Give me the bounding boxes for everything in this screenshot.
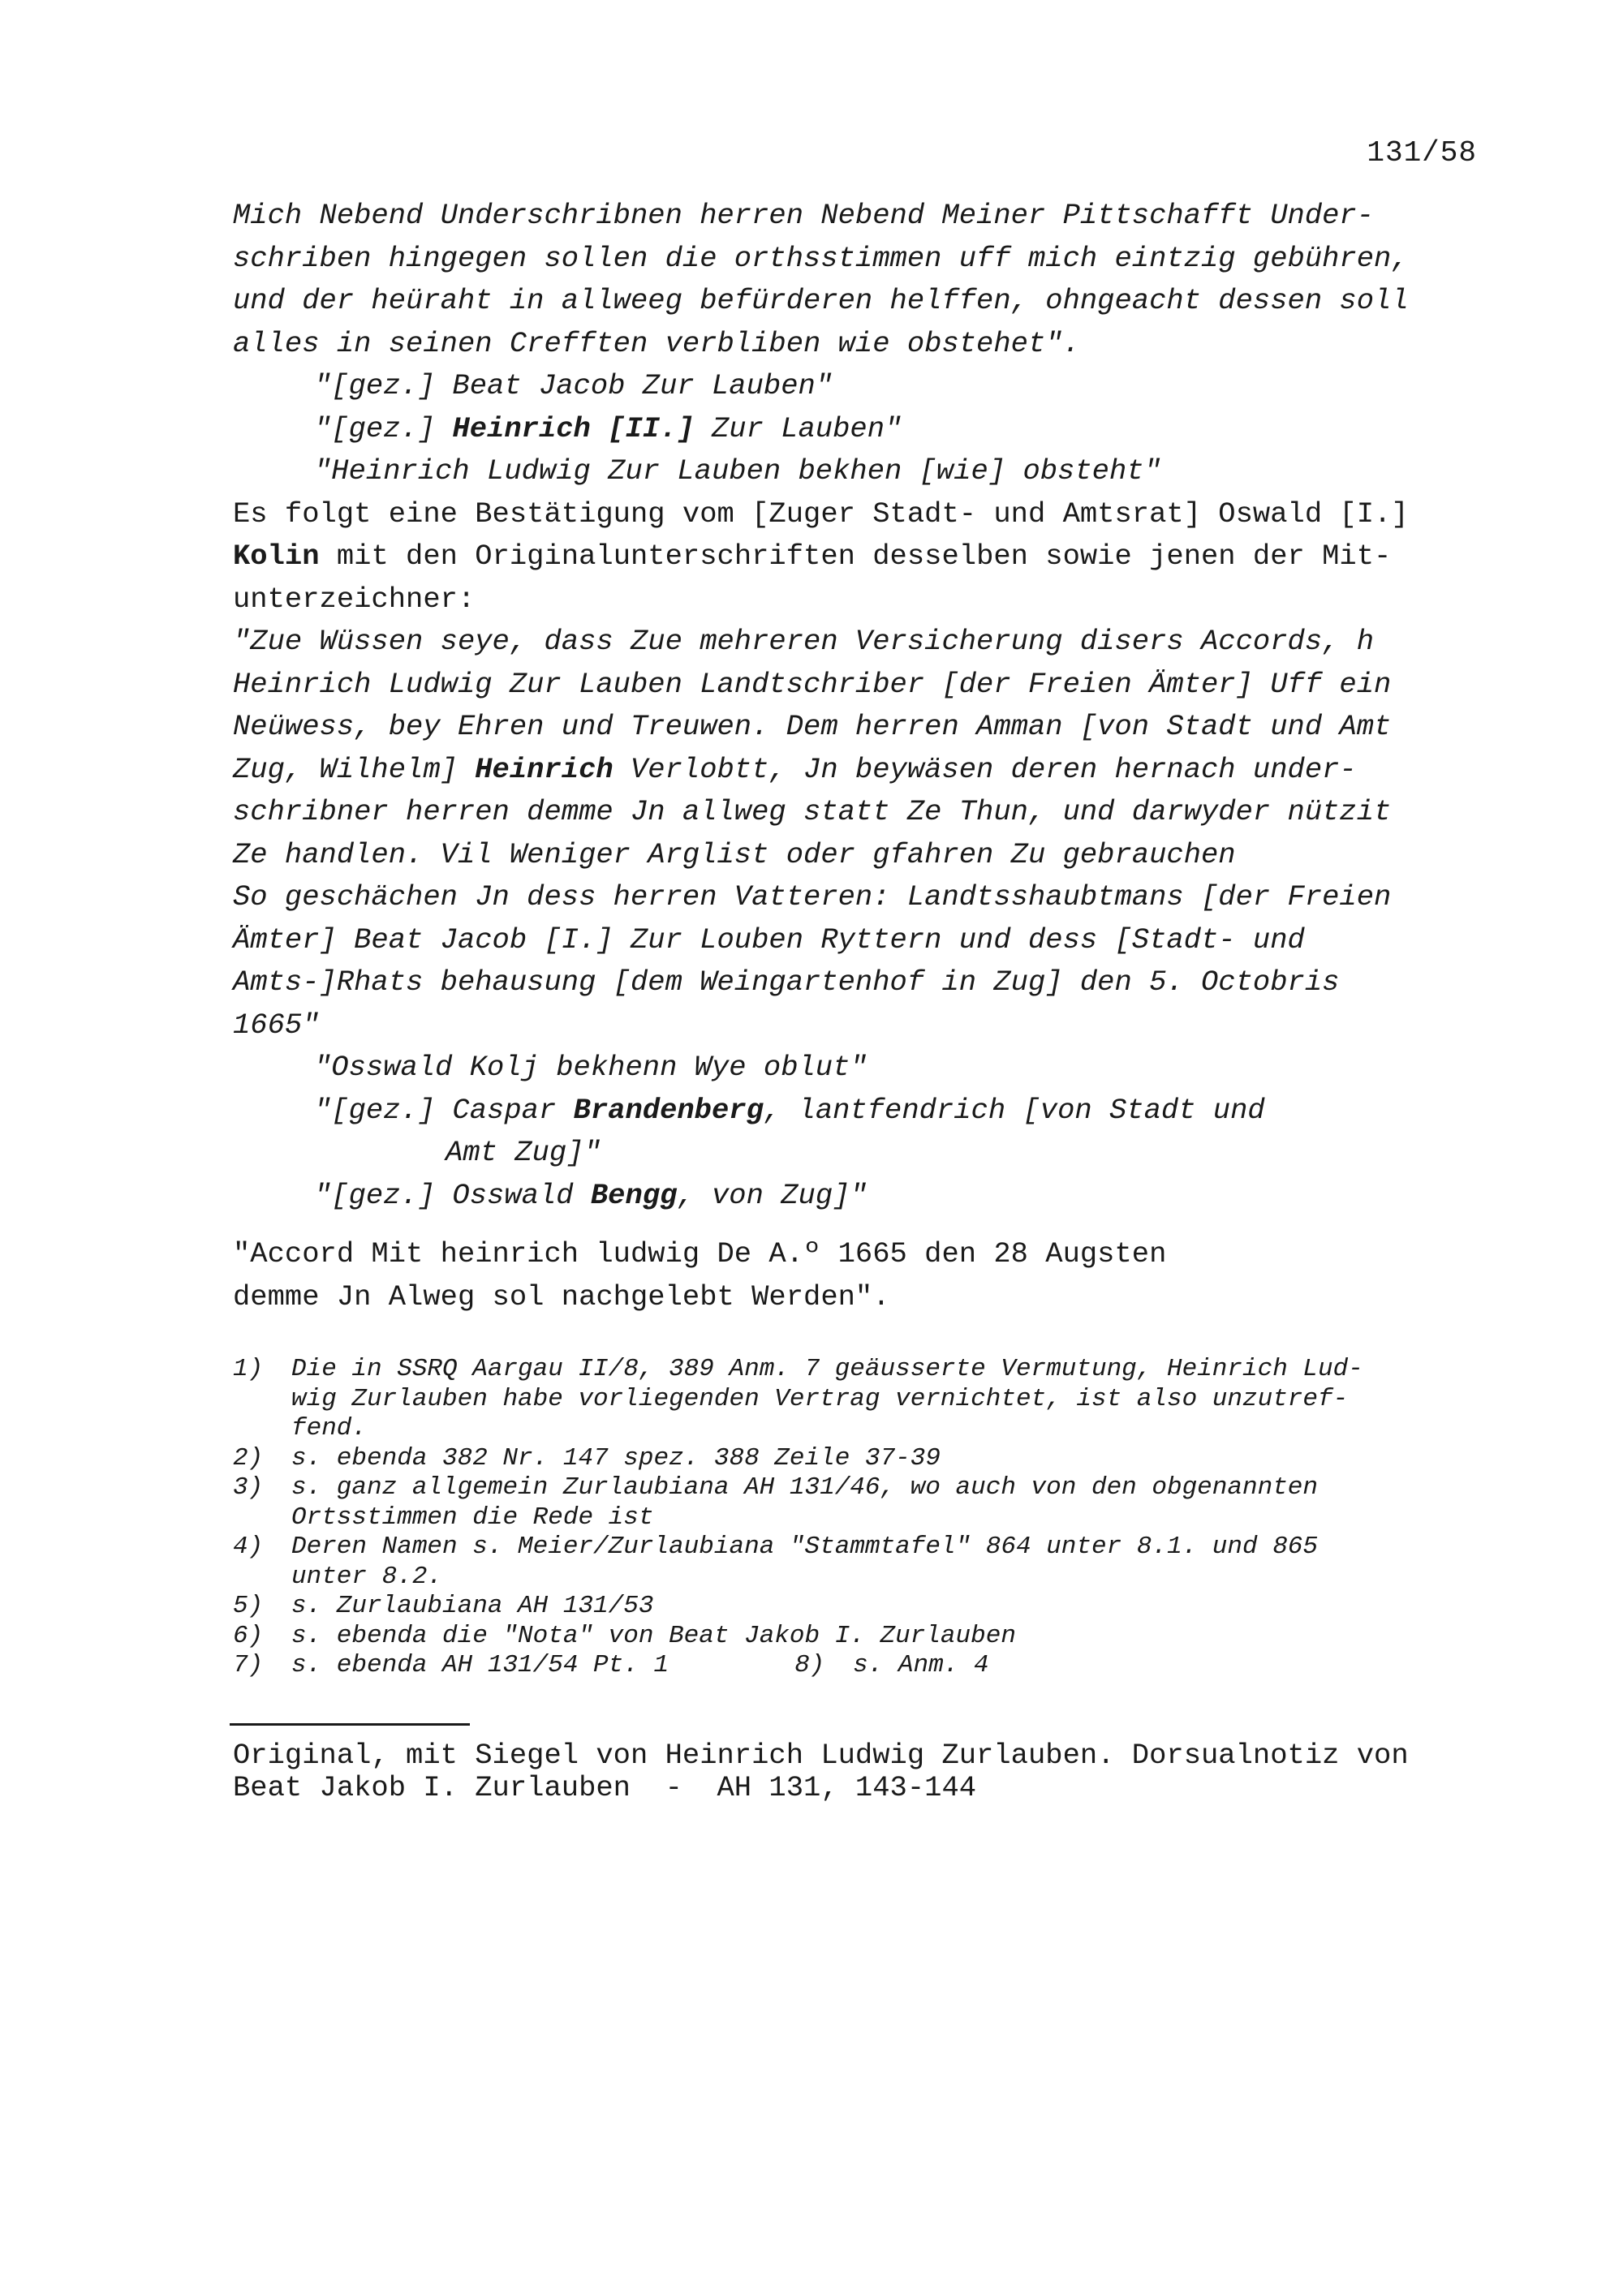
text-line: Amts-]Rhats behausung [dem Weingartenhof in Zug] den 5. Octobris [233, 965, 1340, 999]
text-line: schribner herren demme Jn allweg statt Ze Thun, und darwyder nützit [233, 795, 1392, 828]
footnote-text: wig Zurlauben habe vorliegenden Vertrag vernichtet, ist also unzutref- [291, 1384, 1349, 1413]
text-line: So geschächen Jn dess herren Vatteren: Landtsshaubtmans [der Freien [233, 880, 1392, 914]
text-line: Original, mit Siegel von Heinrich Ludwig Zurlauben. Dorsualnotiz von [233, 1739, 1409, 1772]
name-heinrich: Heinrich [475, 752, 613, 786]
narrative-line [233, 535, 1483, 578]
text-line: Ze handlen. Vil Weniger Arglist oder gfahren Zu gebrauchen [233, 837, 1236, 871]
footnote [233, 1622, 1483, 1652]
footnote-text: Deren Namen s. Meier/Zurlaubiana "Stammtafel" 864 unter 8.1. und 865 [291, 1533, 1319, 1561]
footnote-text: s. ebenda 382 Nr. 147 spez. 388 Zeile 37-39 [291, 1443, 941, 1473]
text-line: Neüwess, bey Ehren und Treuwen. Dem herren Amman [von Stadt und Amt [233, 710, 1392, 743]
narrative-line: Es folgt eine Bestätigung vom [Zuger Stadt- und Amtsrat] Oswald [I.] [233, 497, 1409, 531]
narrative-line: unterzeichner: [233, 582, 476, 616]
text-fragment: Verlobtt, Jn beywäsen deren hernach under- [613, 752, 1357, 786]
signature-prefix: "[gez.] Osswald [314, 1178, 591, 1212]
signature-suffix: , von Zug]" [677, 1178, 867, 1212]
footnote-text: s. ebenda AH 131/54 Pt. 1 [291, 1651, 669, 1679]
page-number: 131/58 [1367, 136, 1477, 170]
footnote-number: 3) [233, 1473, 264, 1502]
signature-name-bold: Bengg [590, 1178, 678, 1212]
footnote [233, 1444, 1483, 1474]
footnote-number: 6) [233, 1621, 264, 1650]
narrative-text: mit den Originalunterschriften desselben sowie jenen der Mit- [319, 540, 1392, 573]
dorsal-note [233, 1233, 1483, 1318]
signature-heinrich-ludwig: "Heinrich Ludwig Zur Lauben bekhen [wie] obsteht" [314, 454, 1161, 488]
signature-prefix: "[gez.] Caspar [314, 1093, 574, 1127]
signature-name-bold: Brandenberg [573, 1093, 764, 1127]
text-line: demme Jn Alweg sol nachgelebt Werden". [233, 1279, 890, 1314]
text-line: Heinrich Ludwig Zur Lauben Landtschriber [der Freien Ämter] Uff ein [233, 667, 1392, 701]
text-line: und der heüraht in allweeg befürderen helffen, ohngeacht dessen soll [233, 284, 1409, 317]
signature-beat-jacob: "[gez.] Beat Jacob Zur Lauben" [314, 369, 833, 402]
text-line: "Accord Mit heinrich ludwig De A.º 1665 den 28 Augsten [233, 1237, 1167, 1271]
text-line: schriben hingegen sollen die orthsstimmen uff mich eintzig gebühren, [233, 241, 1409, 275]
footnote-text: Ortsstimmen die Rede ist [291, 1503, 654, 1532]
signature-brandenberg-cont: Amt Zug]" [446, 1136, 601, 1169]
text-line: "Zue Wüssen seye, dass Zue mehreren Versicherung disers Accords, h [233, 625, 1375, 658]
footnote-number: 8) [794, 1651, 825, 1679]
signature-suffix: , lantfendrich [von Stadt und [763, 1093, 1265, 1127]
signature-bengg [233, 1175, 1483, 1218]
footnote [233, 1355, 1483, 1444]
footnote [233, 1592, 1483, 1622]
footnote [233, 1651, 1483, 1681]
footnote-number: 5) [233, 1592, 264, 1620]
footnote-number: 2) [233, 1443, 264, 1473]
signature-heinrich-ii [233, 408, 1483, 451]
main-text [233, 195, 1483, 1318]
footnote-text: unter 8.2. [291, 1562, 443, 1591]
footnotes [233, 1355, 1483, 1681]
footnote-text: s. Zurlaubiana AH 131/53 [291, 1592, 654, 1620]
signature-osswald-kolj: "Osswald Kolj bekhenn Wye oblut" [314, 1051, 867, 1084]
signature-brandenberg [233, 1090, 1483, 1133]
footnote-text: Die in SSRQ Aargau II/8, 389 Anm. 7 geäusserte Vermutung, Heinrich Lud- [291, 1355, 1363, 1383]
footnote [233, 1473, 1483, 1533]
footnote-text: s. ganz allgemein Zurlaubiana AH 131/46, wo auch von den obgenannten [291, 1473, 1319, 1502]
name-kolin: Kolin [233, 540, 320, 573]
text-line: 1665" [233, 1008, 320, 1042]
text-line [233, 749, 1483, 792]
footnote-number: 4) [233, 1533, 264, 1561]
footnote-number: 1) [233, 1355, 264, 1383]
text-line: alles in seinen Crefften verbliben wie obstehet". [233, 326, 1080, 360]
text-line: Beat Jakob I. Zurlauben - AH 131, 143-144 [233, 1771, 977, 1804]
signature-prefix: "[gez.] [314, 411, 453, 445]
quote-confirmation [233, 621, 1483, 1047]
footnote-text: s. Anm. 4 [853, 1651, 989, 1679]
footnote-text: s. ebenda die "Nota" von Beat Jakob I. Zurlauben [291, 1621, 1016, 1650]
signature-name-bold: Heinrich [II.] [452, 411, 695, 445]
text-line: Mich Nebend Underschribnen herren Nebend Meiner Pittschafft Under- [233, 199, 1375, 232]
footnote-text: fend. [291, 1414, 368, 1443]
text-fragment: Zug, Wilhelm] [233, 752, 476, 786]
footnote [233, 1533, 1483, 1592]
quote-declaration [233, 195, 1483, 365]
signature-suffix: Zur Lauben" [694, 411, 902, 445]
source-note [233, 1739, 1499, 1804]
divider-rule [230, 1723, 470, 1726]
text-line: Ämter] Beat Jacob [I.] Zur Louben Ryttern und dess [Stadt- und [233, 922, 1305, 957]
footnote-number: 7) [233, 1651, 264, 1679]
